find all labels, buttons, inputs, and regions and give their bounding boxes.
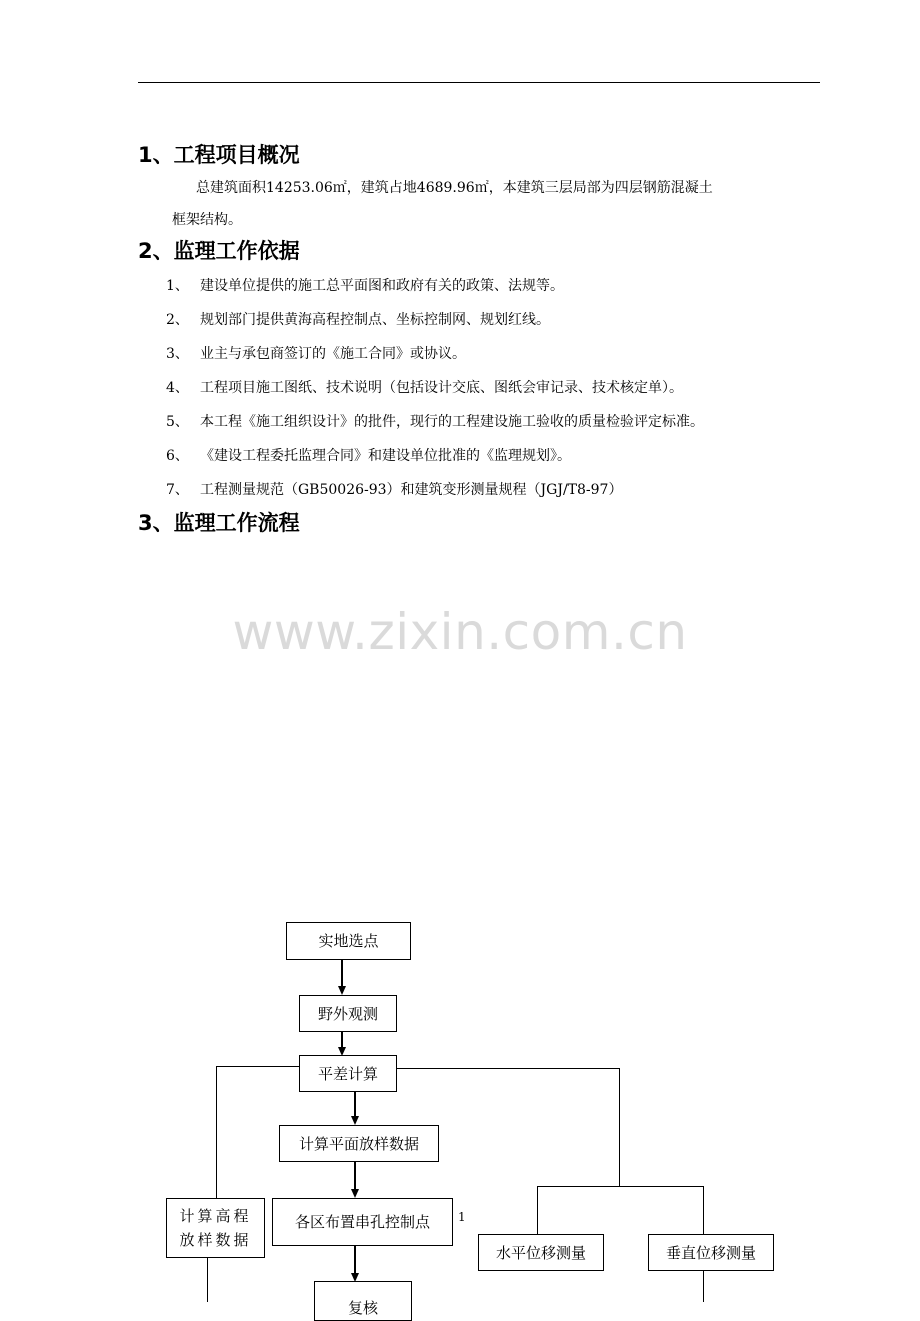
- flow-connector: [354, 1092, 356, 1116]
- flow-connector: [354, 1162, 356, 1189]
- flow-connector: [537, 1186, 704, 1187]
- flow-box-control-points: 各区布置串孔控制点: [272, 1198, 453, 1246]
- flow-connector: [703, 1271, 704, 1302]
- flow-box-site-selection: 实地选点: [286, 922, 411, 960]
- elevation-layout-line-2: 放样数据: [179, 1231, 252, 1249]
- basis-item-number: 3、: [166, 346, 189, 362]
- basis-item-text: 工程测量规范（GB50026-93）和建筑变形测量规程（JGJ/T8-97）: [200, 482, 623, 498]
- basis-item-number: 4、: [166, 380, 189, 396]
- basis-item-number: 2、: [166, 312, 189, 328]
- basis-item: [166, 344, 466, 364]
- flow-box-plane-layout: 计算平面放样数据: [279, 1125, 439, 1162]
- basis-item-text: 工程项目施工图纸、技术说明（包括设计交底、图纸会审记录、技术核定单）。: [200, 380, 683, 396]
- overview-line-1: 总建筑面积14253.06㎡，建筑占地4689.96㎡，本建筑三层局部为四层钢筋混凝土: [196, 180, 713, 196]
- flow-box-adjustment: 平差计算: [299, 1055, 397, 1092]
- flow-connector: [216, 1066, 299, 1067]
- basis-item: [166, 276, 564, 296]
- flow-note: 1: [458, 1210, 466, 1224]
- flow-box-recheck: 复核: [314, 1281, 412, 1321]
- basis-item-text: 建设单位提供的施工总平面图和政府有关的政策、法规等。: [200, 278, 564, 294]
- basis-item: [166, 310, 550, 330]
- basis-item-text: 规划部门提供黄海高程控制点、坐标控制网、规划红线。: [200, 312, 550, 328]
- basis-item-number: 6、: [166, 448, 189, 464]
- flow-connector: [207, 1258, 208, 1302]
- flow-arrow: [338, 986, 346, 995]
- overview-line-2: 框架结构。: [172, 212, 242, 228]
- basis-item: [166, 412, 704, 432]
- flow-arrow: [351, 1189, 359, 1198]
- flow-connector: [341, 1032, 343, 1047]
- flow-arrow: [351, 1116, 359, 1125]
- flow-box-vertical-displacement: 垂直位移测量: [648, 1234, 774, 1271]
- basis-item: [166, 378, 683, 398]
- flow-connector: [354, 1246, 356, 1273]
- flow-connector: [397, 1068, 620, 1069]
- flow-connector: [537, 1186, 538, 1234]
- header-rule: [138, 82, 820, 83]
- flow-box-horizontal-displacement: 水平位移测量: [478, 1234, 604, 1271]
- basis-item-number: 5、: [166, 414, 189, 430]
- basis-item-number: 7、: [166, 482, 189, 498]
- basis-item-text: 《建设工程委托监理合同》和建设单位批准的《监理规划》。: [200, 448, 571, 464]
- flow-connector: [703, 1186, 704, 1234]
- flow-box-field-survey: 野外观测: [299, 995, 397, 1032]
- basis-item: [166, 446, 571, 466]
- flow-connector: [341, 960, 343, 986]
- watermark: www.zixin.com.cn: [232, 603, 688, 661]
- basis-item-text: 业主与承包商签订的《施工合同》或协议。: [200, 346, 466, 362]
- basis-item-number: 1、: [166, 278, 189, 294]
- flow-box-elevation-layout: [166, 1198, 265, 1258]
- section-title-basis: 2、监理工作依据: [138, 239, 300, 263]
- section-title-workflow: 3、监理工作流程: [138, 511, 300, 535]
- flow-connector: [216, 1066, 217, 1198]
- basis-item-text: 本工程《施工组织设计》的批件，现行的工程建设施工验收的质量检验评定标准。: [200, 414, 704, 430]
- flow-connector: [619, 1068, 620, 1186]
- elevation-layout-line-1: 计算高程: [179, 1207, 252, 1225]
- section-title-overview: 1、工程项目概况: [138, 143, 300, 167]
- basis-item: [166, 480, 622, 500]
